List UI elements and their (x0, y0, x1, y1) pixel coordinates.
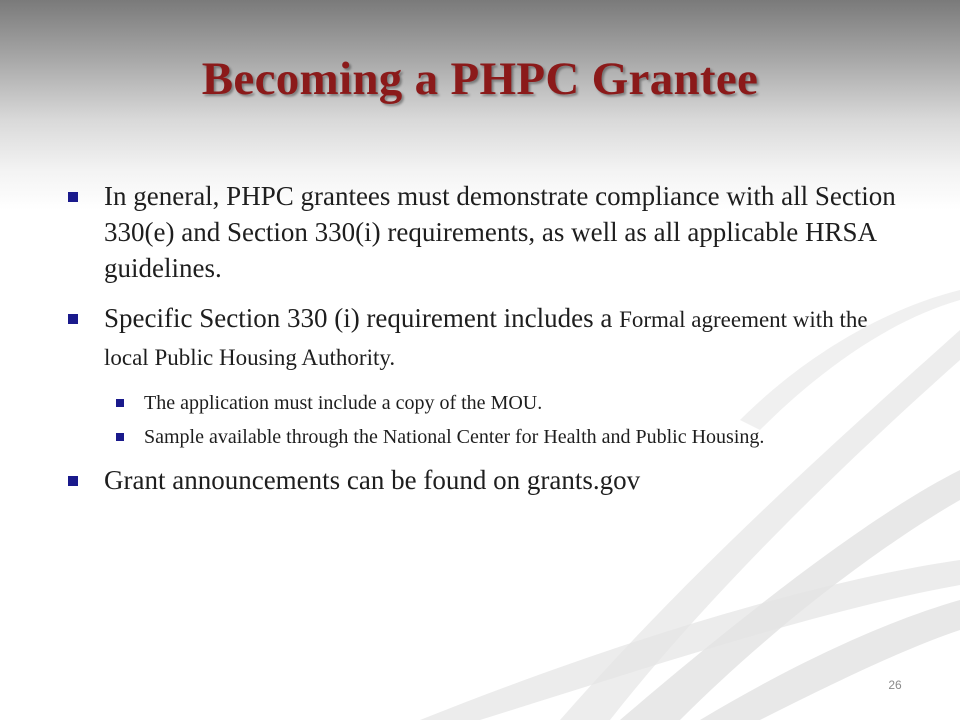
square-bullet-icon (68, 192, 78, 202)
square-bullet-icon (116, 399, 124, 407)
bullet-text: Grant announcements can be found on grants.gov (104, 465, 641, 495)
bullet-item (68, 462, 898, 498)
bullet-item (68, 178, 898, 286)
bullet-text: In general, PHPC grantees must demonstrate compliance with all Section 330(e) and Section 330(i) requirements, as well as all applicable HRSA guidelines. (104, 181, 896, 283)
square-bullet-icon (68, 314, 78, 324)
sub-bullet-item (68, 390, 898, 416)
sub-bullet-item (68, 424, 898, 450)
bullet-text-small: Formal agreement with the local Public Housing Authority. (104, 307, 868, 370)
bullet-text: Specific Section 330 (i) requirement includes a (104, 303, 620, 333)
sub-bullet-text: The application must include a copy of the MOU. (144, 392, 543, 414)
sub-bullet-text: Sample available through the National Center for Health and Public Housing. (144, 426, 765, 448)
slide-content (68, 178, 898, 512)
square-bullet-icon (68, 476, 78, 486)
square-bullet-icon (116, 433, 124, 441)
bullet-item (68, 300, 898, 376)
page-number: 26 (888, 678, 902, 692)
slide-title: Becoming a PHPC Grantee (201, 53, 759, 105)
